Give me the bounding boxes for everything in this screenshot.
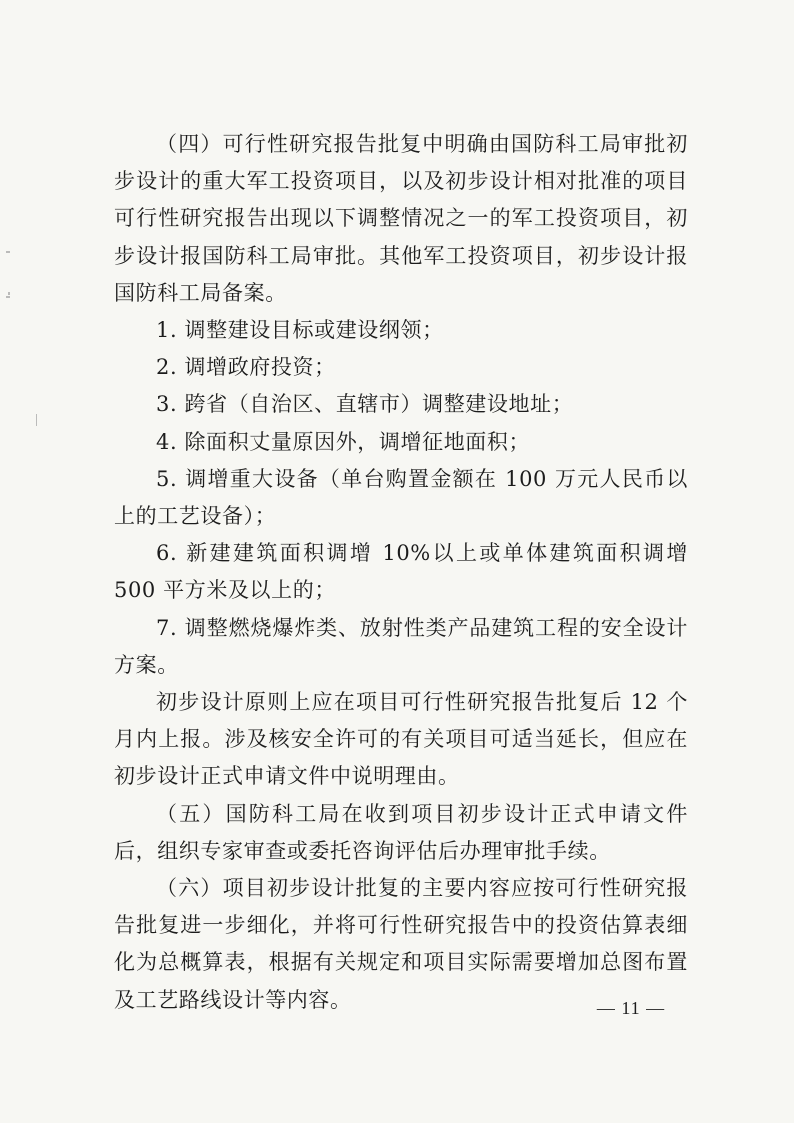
paragraph-item-5-expert-review: （五）国防科工局在收到项目初步设计正式申请文件后，组织专家审查或委托咨询评估后办理审批手续。	[114, 801, 688, 863]
list-item-4-increase-land-area: 4. 除面积丈量原因外，调增征地面积；	[156, 429, 531, 454]
body-text	[114, 126, 688, 1019]
scan-artifact	[6, 251, 10, 253]
list-item-7-adjust-safety-design: 7. 调整燃烧爆炸类、放射性类产品建筑工程的安全设计方案。	[114, 615, 688, 677]
paragraph-item-4-preliminary-design-approval: （四）可行性研究报告批复中明确由国防科工局审批初步设计的重大军工投资项目，以及初步设计相对批准的项目可行性研究报告出现以下调整情况之一的军工投资项目，初步设计报国防科工局审批。其他军工投资项目，初步设计报国防科工局备案。	[114, 132, 688, 305]
scan-artifact	[8, 292, 10, 295]
list-item-5-add-major-equipment: 5. 调增重大设备（单台购置金额在 100 万元人民币以上的工艺设备）；	[114, 466, 688, 529]
scan-artifact	[36, 414, 37, 426]
list-item-3-relocate-across-provinces: 3. 跨省（自治区、直辖市）调整建设地址；	[156, 392, 574, 417]
page-number: — 11 —	[596, 998, 666, 1018]
scan-artifact	[6, 296, 10, 298]
paragraph-item-6-approval-content: （六）项目初步设计批复的主要内容应按可行性研究报告批复进一步细化，并将可行性研究报告中的投资估算表细化为总概算表，根据有关规定和项目实际需要增加总图布置及工艺路线设计等内容。	[114, 876, 688, 1012]
list-item-2-increase-government-investment: 2. 调增政府投资；	[156, 355, 336, 380]
paragraph-submission-deadline: 初步设计原则上应在项目可行性研究报告批复后 12 个月内上报。涉及核安全许可的有关项目可适当延长，但应在初步设计正式申请文件中说明理由。	[114, 690, 688, 789]
list-item-1-adjust-construction-goal: 1. 调整建设目标或建设纲领；	[156, 318, 444, 343]
list-item-6-increase-building-area: 6. 新建建筑面积调增 10%以上或单体建筑面积调增 500 平方米及以上的；	[114, 541, 688, 603]
